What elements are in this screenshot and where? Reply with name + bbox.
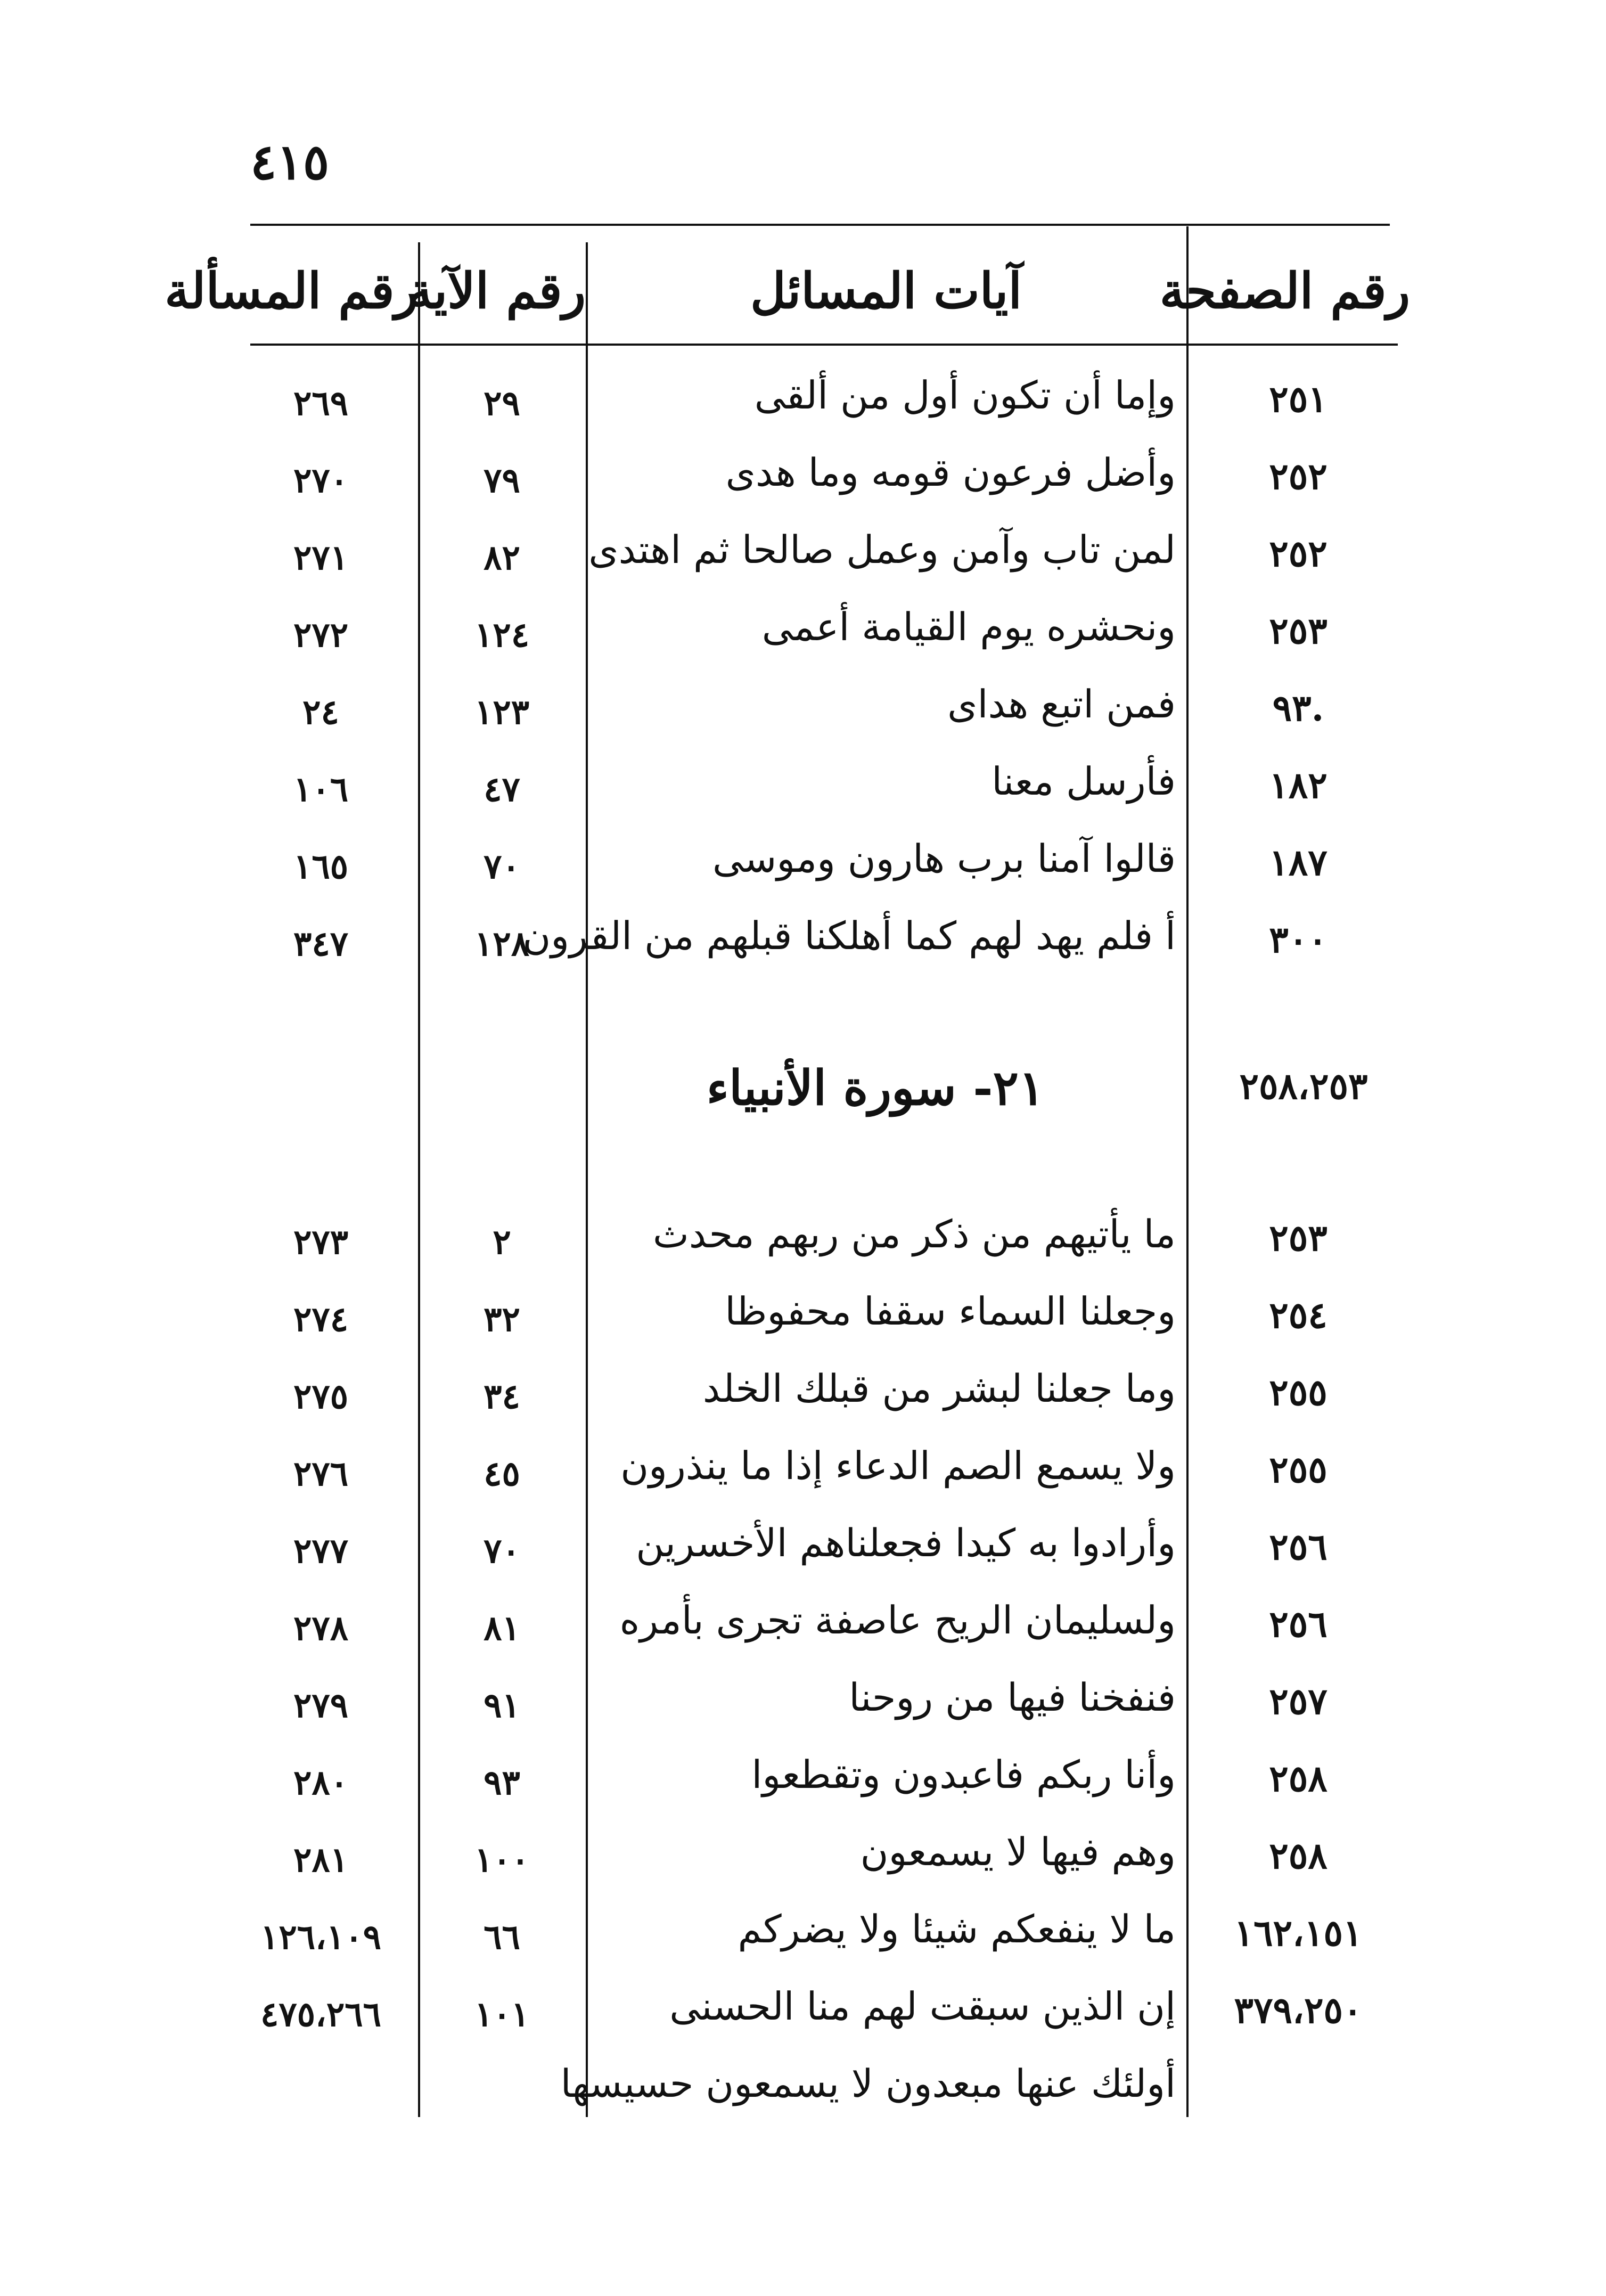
- issue-cell: ٢٨١: [293, 1840, 349, 1880]
- verse-cell: وهم فيها لا يسمعون: [860, 1829, 1176, 1874]
- page-cell: ٢٥٧: [1269, 1680, 1328, 1723]
- verse-cell: لمن تاب وآمن وعمل صالحا ثم اهتدى: [588, 527, 1176, 572]
- ayah-cell: ٧٠: [484, 1531, 520, 1571]
- verse-cell: ولا يسمع الصم الدعاء إذا ما ينذرون: [620, 1443, 1176, 1488]
- ayah-cell: ٢٩: [484, 383, 520, 423]
- header-ayah-number: رقم الآية: [407, 262, 586, 320]
- table-row: [224, 913, 1410, 993]
- page-cell: ٢٥٨: [1269, 1835, 1328, 1877]
- verse-cell: وأرادوا به كيدا فجعلناهم الأخسرين: [636, 1521, 1176, 1565]
- table-row: [224, 836, 1410, 916]
- issue-cell: ٢٦٩: [293, 383, 349, 423]
- ayah-cell: ٢: [493, 1222, 511, 1262]
- table-row: [224, 1443, 1410, 1523]
- verse-cell: وأضل فرعون قومه وما هدى: [725, 450, 1176, 495]
- verse-cell: أ فلم يهد لهم كما أهلكنا قبلهم من القرون: [522, 913, 1176, 958]
- table-top-rule: [250, 224, 1390, 226]
- page-cell: ٢٥٤: [1269, 1294, 1328, 1337]
- verse-cell: ما لا ينفعكم شيئا ولا يضركم: [738, 1907, 1176, 1951]
- issue-cell: ٢٧١: [293, 538, 349, 578]
- issue-cell: ٢٨٠: [293, 1763, 349, 1803]
- ayah-cell: ٩٣: [484, 1763, 520, 1803]
- page-cell: ١٨٢: [1269, 764, 1328, 807]
- ayah-cell: ٦٦: [484, 1917, 520, 1957]
- section-heading-row: [224, 1060, 1410, 1134]
- ayah-cell: ٧٠: [484, 847, 520, 887]
- header-page-number: رقم الصفحة: [1159, 262, 1410, 320]
- table-row: [224, 373, 1410, 453]
- table-row: [224, 1675, 1410, 1755]
- ayah-cell: ١٢٣: [474, 692, 530, 732]
- table-row: [224, 1289, 1410, 1369]
- issue-cell: ٢٧٣: [293, 1222, 349, 1262]
- table-row: [224, 1907, 1410, 1987]
- table-row: [224, 1829, 1410, 1909]
- table-row: [224, 1598, 1410, 1678]
- verse-cell: وما جعلنا لبشر من قبلك الخلد: [702, 1366, 1176, 1411]
- table-row: [224, 1366, 1410, 1446]
- page-cell: ٣٠٠: [1269, 919, 1328, 961]
- verse-cell: وأنا ربكم فاعبدون وتقطعوا: [751, 1752, 1176, 1797]
- issue-cell: ١٢٦،١٠٩: [260, 1917, 381, 1957]
- table-row: [224, 1212, 1410, 1292]
- page-cell: ٢٥٥: [1269, 1371, 1328, 1414]
- issue-cell: ٢٤: [302, 692, 339, 732]
- issue-cell: ٣٤٧: [293, 924, 349, 964]
- issue-cell: ١٠٦: [293, 770, 349, 810]
- issue-cell: ٤٧٥،٢٦٦: [260, 1995, 381, 2034]
- page-cell: .٩٣: [1272, 687, 1324, 730]
- ayah-cell: ٩١: [484, 1686, 520, 1726]
- page-cell: ٢٥٦: [1269, 1603, 1328, 1646]
- table-row: [224, 1521, 1410, 1600]
- verse-cell: وإما أن تكون أول من ألقى: [754, 373, 1176, 418]
- ayah-cell: ٤٧: [484, 770, 520, 810]
- ayah-cell: ١٠٠: [474, 1840, 530, 1880]
- ayah-cell: ١٠١: [474, 1995, 530, 2034]
- table-row: [224, 450, 1410, 530]
- section-title: ٢١- سورة الأنبياء: [706, 1060, 1045, 1116]
- header-issue-number: رقم المسألة: [165, 262, 418, 320]
- ayah-cell: ٣٢: [484, 1300, 520, 1339]
- issue-cell: ٢٧٧: [293, 1531, 349, 1571]
- page-cell: ١٨٧: [1269, 841, 1328, 884]
- table-row: [224, 527, 1410, 607]
- verse-cell: فمن اتبع هداى: [947, 682, 1176, 726]
- header-bottom-rule: [250, 344, 1398, 346]
- verse-cell: أولئك عنها مبعدون لا يسمعون حسيسها: [560, 2061, 1176, 2106]
- ayah-cell: ٤٥: [484, 1454, 520, 1494]
- verse-cell: إن الذين سبقت لهم منا الحسنى: [669, 1984, 1176, 2029]
- page-cell: ٢٥٢: [1269, 533, 1328, 575]
- issue-cell: ١٦٥: [293, 847, 349, 887]
- verse-cell: فأرسل معنا: [992, 759, 1176, 804]
- issue-cell: ٢٧٦: [293, 1454, 349, 1494]
- issue-cell: ٢٧٢: [293, 615, 349, 655]
- issue-cell: ٢٧٠: [293, 461, 349, 501]
- page-cell: ١٦٢،١٥١: [1234, 1912, 1363, 1955]
- page-cell: ٢٥٦: [1269, 1526, 1328, 1568]
- ayah-cell: ٨٢: [484, 538, 520, 578]
- header-verses: آيات المسائل: [750, 262, 1022, 320]
- table-row: [224, 1984, 1410, 2064]
- verse-cell: قالوا آمنا برب هارون وموسى: [712, 836, 1176, 881]
- page-number: ٤١٥: [250, 133, 330, 191]
- section-pages: ٢٥٨،٢٥٣: [1239, 1065, 1368, 1108]
- table-row: [224, 682, 1410, 762]
- ayah-cell: ٨١: [484, 1608, 520, 1648]
- page-cell: ٢٥٥: [1269, 1449, 1328, 1491]
- page-cell: ٢٥٨: [1269, 1758, 1328, 1800]
- verse-cell: وجعلنا السماء سقفا محفوظا: [725, 1289, 1176, 1334]
- page-cell: ٢٥٣: [1269, 610, 1328, 652]
- table-row: [224, 759, 1410, 839]
- page-cell: ٣٧٩،٢٥٠: [1234, 1989, 1363, 2032]
- verse-cell: ولسليمان الريح عاصفة تجرى بأمره: [619, 1598, 1176, 1643]
- page-cell: ٢٥١: [1269, 378, 1328, 421]
- table-row: [224, 1752, 1410, 1832]
- issue-cell: ٢٧٥: [293, 1377, 349, 1417]
- verse-cell: ونحشره يوم القيامة أعمى: [761, 604, 1176, 649]
- issue-cell: ٢٧٤: [293, 1300, 349, 1339]
- issue-cell: ٢٧٩: [293, 1686, 349, 1726]
- ayah-cell: ١٢٨: [474, 924, 530, 964]
- table-row: [224, 2061, 1410, 2141]
- verse-cell: ما يأتيهم من ذكر من ربهم محدث: [652, 1212, 1176, 1256]
- ayah-cell: ٣٤: [484, 1377, 520, 1417]
- ayah-cell: ١٢٤: [474, 615, 530, 655]
- ayah-cell: ٧٩: [484, 461, 520, 501]
- issue-cell: ٢٧٨: [293, 1608, 349, 1648]
- verse-cell: فنفخنا فيها من روحنا: [849, 1675, 1176, 1720]
- page-cell: ٢٥٢: [1269, 455, 1328, 498]
- table-row: [224, 604, 1410, 684]
- page-cell: ٢٥٣: [1269, 1217, 1328, 1260]
